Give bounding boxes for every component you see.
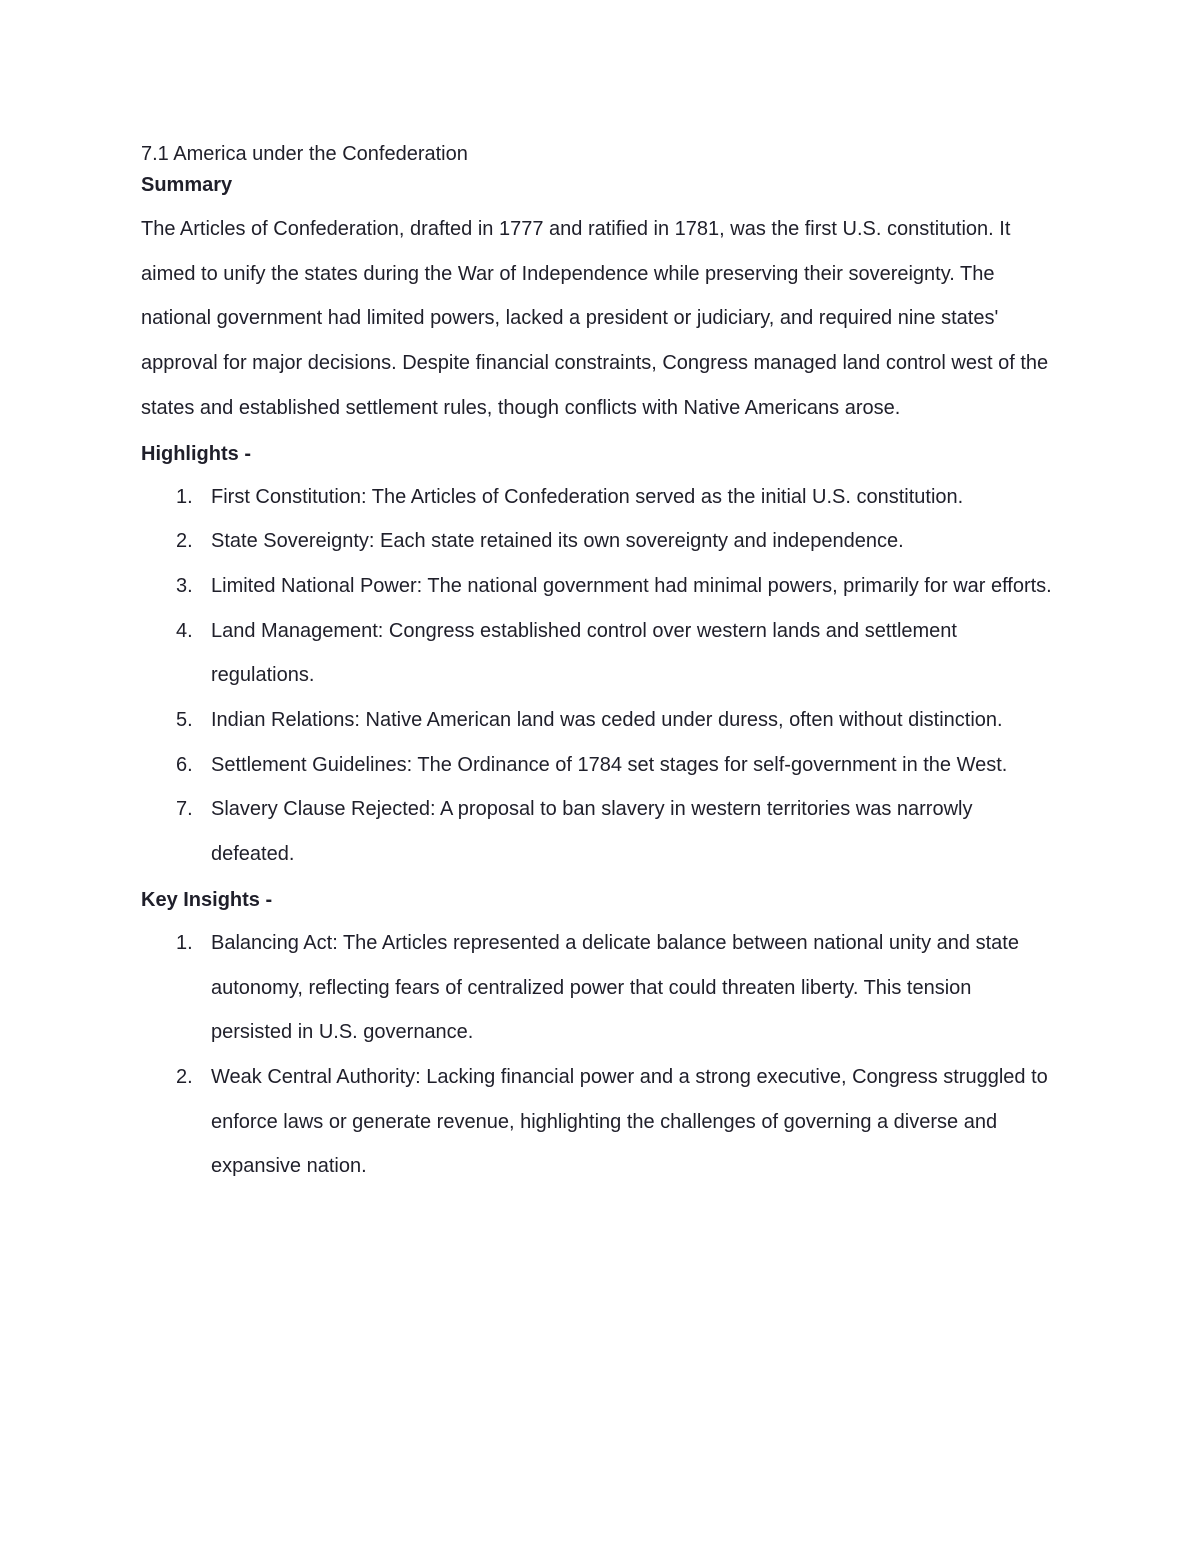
highlights-heading: Highlights - (141, 442, 251, 465)
document-page (141, 139, 1056, 1189)
list-item (141, 564, 1056, 609)
list-text: Slavery Clause Rejected: A proposal to ban slavery in western territories was narrowly defeated. (211, 798, 973, 866)
list-text: Land Management: Congress established control over western lands and settlement regulations. (211, 619, 957, 687)
key-insights-list (141, 921, 1056, 1189)
list-item (141, 921, 1056, 1055)
list-text: Limited National Power: The national government had minimal powers, primarily for war efforts. (211, 574, 1052, 597)
list-text: First Constitution: The Articles of Confederation served as the initial U.S. constitution. (211, 485, 964, 508)
key-insights-heading: Key Insights - (141, 888, 273, 911)
highlights-list (141, 475, 1056, 877)
summary-heading: Summary (141, 174, 233, 196)
list-text: Settlement Guidelines: The Ordinance of 1784 set stages for self-government in the West. (211, 753, 1008, 776)
list-number: 2. (176, 1065, 193, 1088)
list-item (141, 519, 1056, 564)
list-text: Indian Relations: Native American land was ceded under duress, often without distinction. (211, 709, 1003, 732)
list-item (141, 1055, 1056, 1189)
list-text: Balancing Act: The Articles represented a delicate balance between national unity and state autonomy, reflecting fears of centralized power that could threaten liberty. This tension persisted in U.S. governance. (211, 931, 1019, 1044)
list-number: 4. (176, 619, 193, 642)
list-number: 7. (176, 798, 193, 821)
page-title: 7.1 America under the Confederation (141, 143, 468, 165)
list-item (141, 743, 1056, 788)
list-item (141, 609, 1056, 698)
list-text: Weak Central Authority: Lacking financial power and a strong executive, Congress struggled to enforce laws or generate revenue, highlighting the challenges of governing a diverse and expansive nation. (211, 1065, 1048, 1178)
list-number: 1. (176, 931, 193, 954)
list-number: 5. (176, 709, 193, 732)
list-item (141, 698, 1056, 743)
list-text: State Sovereignty: Each state retained its own sovereignty and independence. (211, 530, 904, 553)
list-number: 2. (176, 530, 193, 553)
summary-paragraph: The Articles of Confederation, drafted in 1777 and ratified in 1781, was the first U.S. constitution. It aimed to unify the states during the War of Independence while preserving their sovereignty. The national government had limited powers, lacked a president or judiciary, and required nine states' approval for major decisions. Despite financial constraints, Congress managed land control west of the states and established settlement rules, though conflicts with Native Americans arose. (141, 218, 1049, 419)
list-item (141, 787, 1056, 876)
list-number: 3. (176, 574, 193, 597)
list-number: 1. (176, 485, 193, 508)
list-item (141, 475, 1056, 520)
list-number: 6. (176, 753, 193, 776)
